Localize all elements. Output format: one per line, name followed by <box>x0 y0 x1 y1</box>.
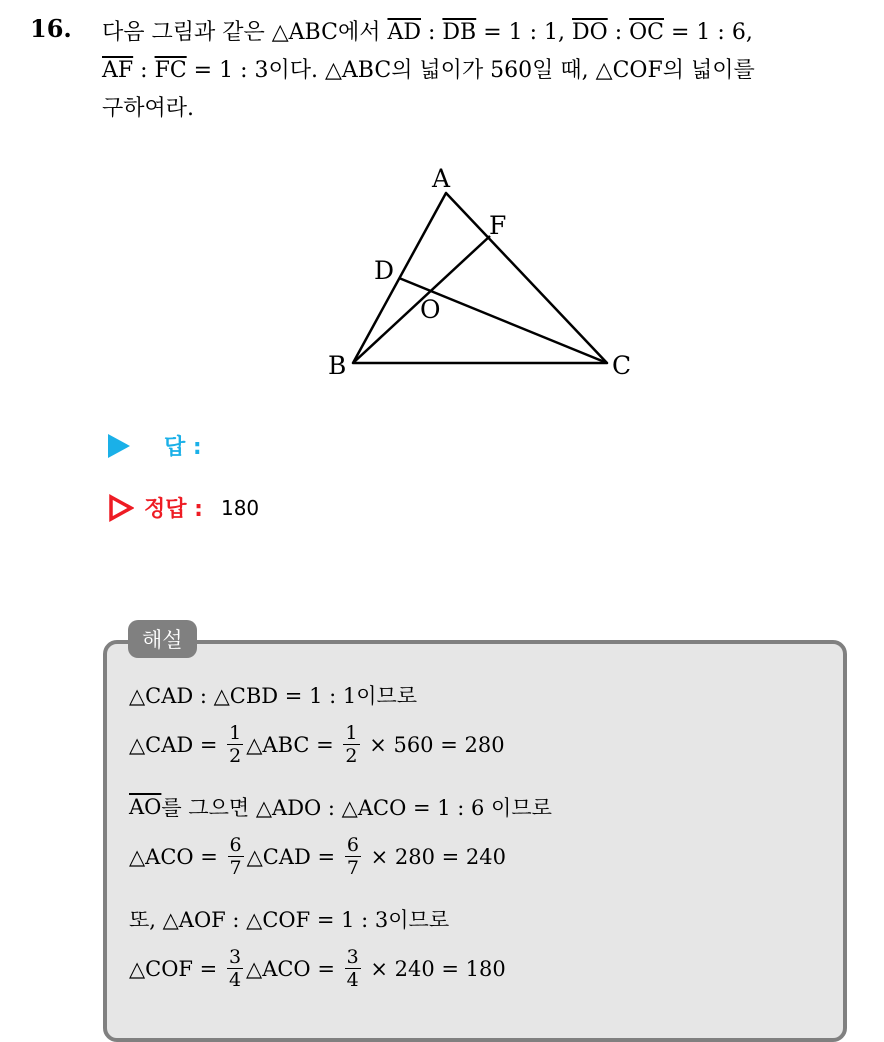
fraction: $\frac{1}{2}$ <box>229 722 242 767</box>
solution-line-3: $\overline{AO}$ 를 그으면 △ADO : △ACO = 1 : 6 이므로 <box>129 795 552 820</box>
solution-tag: 해설 <box>128 620 197 658</box>
outline-play-marker-icon <box>108 494 134 522</box>
fraction: $\frac{6}{7}$ <box>229 834 242 879</box>
play-marker-icon <box>108 434 130 458</box>
label-b: B <box>328 351 347 380</box>
solution-line-1: △CAD : △CBD = 1 : 1이므로 <box>129 684 418 708</box>
problem-number: 16. <box>30 14 72 43</box>
segment-do: $\overline{DO}$ <box>572 20 608 45</box>
solution-line-6: △COF = $\frac{3}{4}$ △ACO = $\frac{3}{4}$ × 240 = 180 <box>129 946 506 991</box>
problem-line-2: $\overline{AF}$ : $\overline{FC} = 1$ : 3이다. △ABC의 넓이가 560일 때, △COF의 넓이를 <box>102 58 755 83</box>
label-o: O <box>420 295 441 324</box>
answer-key-label: 정답 : <box>144 497 203 522</box>
answer-key-value: 180 <box>220 495 260 520</box>
answer-blank-row <box>108 430 202 461</box>
label-c: C <box>612 351 632 380</box>
segment-db: $\overline{DB}$ <box>442 20 477 45</box>
problem-line-1: 다음 그림과 같은 △ABC에서 $\overline{AD}$ : $\overline{DB} = 1$ : 1, $\overline{DO}$ : $\overline{OC} = 1$ : 6, <box>102 20 753 45</box>
solution-line-4: △ACO = $\frac{6}{7}$ △CAD = $\frac{6}{7}$ × 280 = 240 <box>129 834 506 879</box>
fraction: $\frac{6}{7}$ <box>346 834 359 879</box>
solution-line-5: 또, △AOF : △COF = 1 : 3이므로 <box>129 908 450 932</box>
triangle-figure <box>300 150 660 390</box>
label-d: D <box>374 256 395 285</box>
label-f: F <box>489 211 507 240</box>
fraction: $\frac{1}{2}$ <box>345 722 358 767</box>
segment-ao: $\overline{AO}$ <box>129 795 162 819</box>
segment-oc: $\overline{OC}$ <box>629 20 664 45</box>
segment-ad: $\overline{AD}$ <box>387 20 421 45</box>
solution-line-2: △CAD = $\frac{1}{2}$ △ABC = $\frac{1}{2}$ × 560 = 280 <box>129 722 505 767</box>
fraction: $\frac{3}{4}$ <box>346 946 359 991</box>
fraction: $\frac{3}{4}$ <box>228 946 242 991</box>
solution-box <box>103 640 847 1042</box>
problem-statement <box>102 14 862 128</box>
segment-fc: $\overline{FC}$ <box>154 58 187 83</box>
segment-af: $\overline{AF}$ <box>102 58 134 83</box>
label-a: A <box>432 164 451 193</box>
problem-line-3: 구하여라. <box>102 96 195 121</box>
answer-blank-label: 답 : <box>164 435 202 460</box>
answer-key-row <box>108 492 259 523</box>
